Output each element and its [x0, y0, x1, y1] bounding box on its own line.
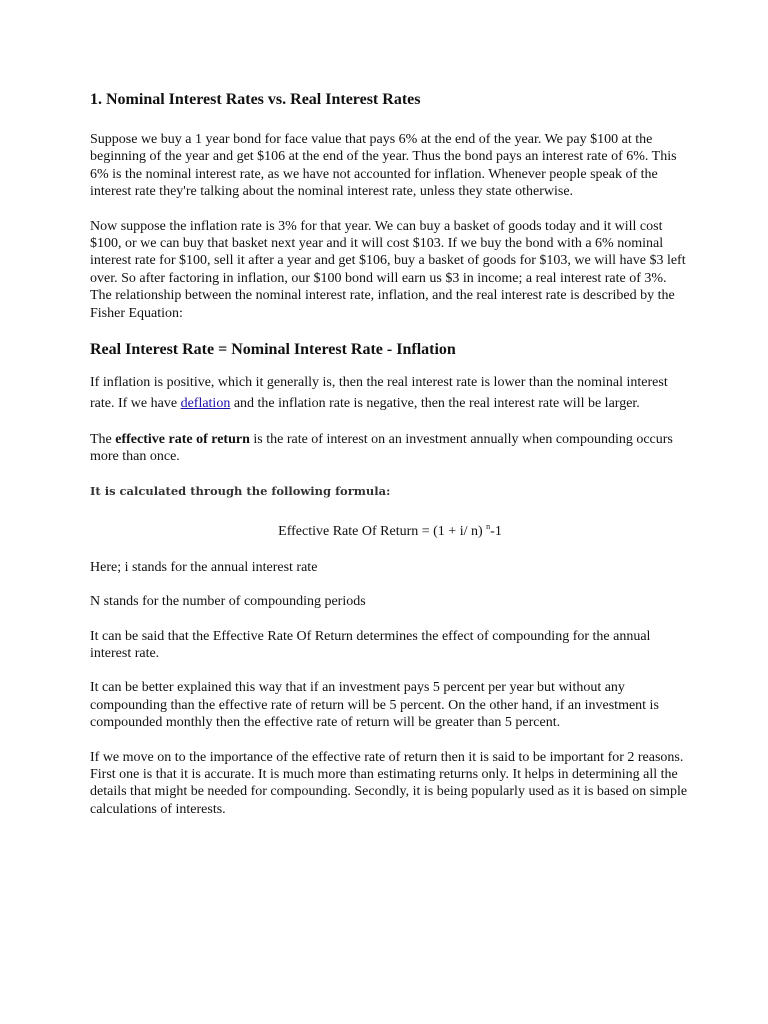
deflation-link[interactable]: deflation	[180, 395, 231, 411]
paragraph-compounding-effect: It can be said that the Effective Rate Of Return determines the effect of compounding for the annual interest rate.	[90, 628, 651, 661]
paragraph-inflation-example: Now suppose the inflation rate is 3% for that year. We can buy a basket of goods today and it will cost $100, or we can buy that basket next year and it will cost $103. If we buy the bond with a 6% nominal interest rate for $100, sell it after a year and get $106, buy a basket of goods for $103, we will have $3 left over. So after factoring in inflation, our $100 bond will earn us $3 in income; a real interest rate of 3%. The relationship between the nominal interest rate, inflation, and the real interest rate is described by the Fisher Equation:	[90, 218, 686, 321]
paragraph-effective-rate	[90, 431, 690, 466]
paragraph-bond-example: Suppose we buy a 1 year bond for face value that pays 6% at the end of the year. We pay $100 at the beginning of the year and get $106 at the end of the year. Thus the bond pays an interest rate of 6%. This 6% is the nominal interest rate, as we have not accounted for inflation. Whenever people speak of the interest rate they're talking about the nominal interest rate, unless they state otherwise.	[90, 132, 677, 200]
formula-main: Effective Rate Of Return = (1 + i/ n)	[278, 524, 487, 540]
paragraph-deflation	[90, 373, 690, 414]
paragraph-deflation-text-after: and the inflation rate is negative, then the real interest rate will be larger.	[230, 395, 640, 411]
paragraph-compounding-example: It can be better explained this way that if an investment pays 5 percent per year but without any compounding than the effective rate of return will be 5 percent. On the other hand, if an investment is compounded monthly then the effective rate of return will be greater than 5 percent.	[90, 680, 659, 731]
formula-tail: -1	[490, 524, 502, 540]
fisher-equation-heading: Real Interest Rate = Nominal Interest Rate - Inflation	[90, 341, 456, 359]
paragraph-effective-rate-before: The	[90, 432, 116, 448]
paragraph-deflation-text-before: If inflation is positive, which it generally is, then the real interest rate is lower than the nominal interest rate. If we have	[90, 375, 668, 411]
paragraph-effective-rate-after: is the rate of interest on an investment annually when compounding occurs more than once.	[90, 432, 673, 465]
section-heading: 1. Nominal Interest Rates vs. Real Interest Rates	[90, 91, 421, 108]
formula-exponent: n	[486, 522, 491, 532]
effective-rate-formula	[90, 518, 690, 540]
paragraph-i-definition: Here; i stands for the annual interest rate	[90, 559, 318, 575]
paragraph-n-definition: N stands for the number of compounding periods	[90, 594, 366, 610]
effective-rate-term: effective rate of return	[115, 432, 250, 448]
document-page	[90, 88, 690, 835]
paragraph-importance: If we move on to the importance of the effective rate of return then it is said to be important for 2 reasons. First one is that it is accurate. It is much more than estimating returns only. It helps in determining all the details that might be needed for compounding. Secondly, it is being popularly used as it is based on simple calculations of interests.	[90, 749, 688, 817]
formula-intro-label: It is calculated through the following formula:	[90, 483, 391, 498]
